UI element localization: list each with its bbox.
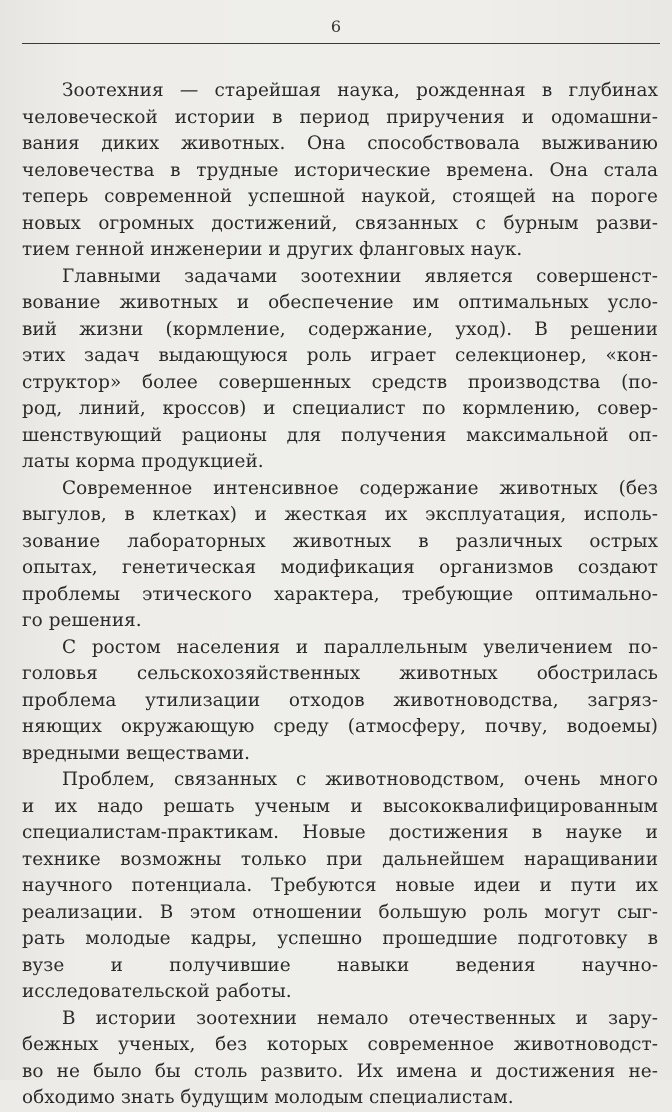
text-line: латы корма продукцией. (22, 451, 264, 472)
text-line: вование животных и обеспечение им оптимальных усло- (22, 292, 658, 313)
text-line: теперь современной успешной наукой, стоящей на пороге (22, 186, 658, 207)
text-line: и их надо решать ученым и высококвалифицированным (22, 795, 658, 817)
text-line: Современное интенсивное содержание животных (без (62, 477, 658, 499)
text-line: технике возможны только при дальнейшем наращивании (22, 848, 658, 870)
text-line: научного потенциала. Требуются новые идеи и пути их (22, 875, 658, 896)
text-line: го решения. (22, 610, 142, 631)
text-line: реализации. В этом отношении большую роль могут сыг- (22, 901, 658, 923)
text-line: Главными задачами зоотехнии является совершенст- (62, 265, 658, 287)
text-line: человечества в трудные исторические времена. Она стала (22, 159, 658, 181)
text-line: род, линий, кроссов) и специалист по кормлению, совер- (22, 398, 658, 419)
text-line: В истории зоотехнии немало отечественных и зару- (62, 1007, 658, 1029)
text-line: вузе и получившие навыки ведения научно- (22, 954, 658, 976)
text-line: головья сельскохозяйственных животных обострилась (22, 663, 658, 684)
paragraph-6 (22, 1006, 658, 1112)
body-text (22, 78, 658, 1112)
text-line: обходимо знать будущим молодым специалистам. (22, 1087, 514, 1108)
text-line: этих задач выдающуюся роль играет селекционер, «кон- (22, 345, 658, 366)
text-line: Проблем, связанных с животноводством, очень много (62, 769, 658, 790)
text-line: шенствующий рационы для получения максимальной оп- (22, 424, 658, 446)
text-line: человеческой истории в период приручения и одомашни- (22, 106, 658, 128)
text-line: бежных ученых, без которых современное животноводст- (22, 1034, 658, 1055)
page-number: 6 (330, 17, 342, 36)
text-line: рать молодые кадры, успешно прошедшие подготовку в (22, 928, 658, 949)
text-line: выгулов, в клетках) и жесткая их эксплуатация, исполь- (22, 504, 658, 525)
text-line: исследовательской работы. (22, 981, 292, 1002)
text-line: Зоотехния — старейшая наука, рожденная в глубинах (62, 80, 658, 101)
text-line: структор» более совершенных средств производства (по- (22, 371, 658, 393)
text-line: проблема утилизации отходов животноводства, загряз- (22, 689, 658, 711)
text-line: новых огромных достижений, связанных с бурным разви- (22, 212, 658, 234)
paragraph-1 (22, 78, 658, 264)
text-line: С ростом населения и параллельным увеличением по- (62, 636, 658, 658)
text-line: тием генной инженерии и других фланговых наук. (22, 239, 523, 260)
text-line: вредными веществами. (22, 742, 251, 764)
text-line: проблемы этического характера, требующие оптимально- (22, 583, 658, 605)
paragraph-5 (22, 767, 658, 1006)
paragraph-2 (22, 264, 658, 476)
paragraph-3 (22, 476, 658, 635)
text-line: вания диких животных. Она способствовала выживанию (22, 133, 658, 154)
text-line: во не было бы столь развито. Их имена и достижения не- (22, 1060, 658, 1082)
text-line: вий жизни (кормление, содержание, уход). В решении (22, 318, 658, 340)
text-line: опытах, генетическая модификация организмов создают (22, 557, 658, 578)
paragraph-4 (22, 635, 658, 768)
text-line: няющих окружающую среду (атмосферу, почву, водоемы) (22, 716, 658, 737)
text-line: зование лабораторных животных в различных острых (22, 530, 658, 552)
text-line: специалистам-практикам. Новые достижения в науке и (22, 822, 658, 843)
header-rule (22, 43, 660, 44)
